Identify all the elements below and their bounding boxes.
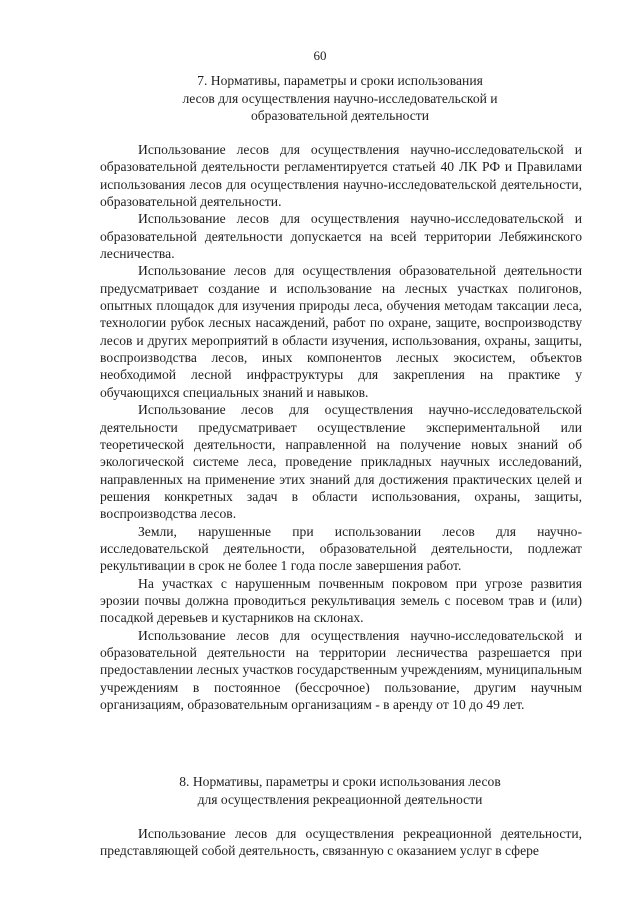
section-8-heading bbox=[100, 773, 580, 808]
heading-line: лесов для осуществления научно-исследовательской и bbox=[182, 90, 498, 106]
section-7-body bbox=[100, 141, 582, 713]
paragraph: Использование лесов для осуществления научно-исследовательской и образовательной деятельности допускается на всей территории Лебяжинского лесничества. bbox=[100, 211, 582, 262]
section-7-heading bbox=[100, 72, 580, 125]
heading-line: 8. Нормативы, параметры и сроки использования лесов bbox=[179, 774, 501, 789]
heading-line: для осуществления рекреационной деятельности bbox=[197, 791, 483, 807]
heading-line: 7. Нормативы, параметры и сроки использования bbox=[197, 73, 483, 88]
paragraph: Использование лесов для осуществления рекреационной деятельности, представляющей собой деятельность, связанную с оказанием услуг в сфере bbox=[100, 826, 582, 859]
paragraph: Использование лесов для осуществления образовательной деятельности предусматривает создание и использование на лесных участках полигонов, опытных площадок для изучения природы леса, обучения методам таксации леса, технологии рубок лесных насаждений, работ по охране, защите, воспроизводству лесов и других мероприятий в области изучения, использования, охраны, защиты, воспроизводства лесов, иных компонентов лесных экосистем, объектов необходимой лесной инфраструктуры для закрепления на практике у обучающихся специальных знаний и навыков. bbox=[100, 263, 582, 400]
paragraph: На участках с нарушенным почвенным покровом при угрозе развития эрозии почвы должна проводиться рекультивация земель с посевом трав и (или) посадкой деревьев и кустарников на склонах. bbox=[100, 575, 582, 626]
paragraph: Использование лесов для осуществления научно-исследовательской и образовательной деятельности на территории лесничества разрешается при предоставлении лесных участков государственным учреждениям, муниципальным учреждениям в постоянное (бессрочное) пользование, другим научным организациям, образовательным организациям - в аренду от 10 до 49 лет. bbox=[100, 627, 582, 712]
heading-line: образовательной деятельности bbox=[250, 108, 430, 124]
section-8-body bbox=[100, 825, 582, 860]
page-number: 60 bbox=[313, 48, 327, 63]
paragraph: Земли, нарушенные при использовании лесов для научно-исследовательской деятельности, образовательной деятельности, подлежат рекультивации в срок не более 1 года после завершения работ. bbox=[100, 523, 582, 574]
paragraph: Использование лесов для осуществления научно-исследовательской и образовательной деятельности регламентируется статьей 40 ЛК РФ и Правилами использования лесов для осуществления научно-исследовательской деятельности, образовательной деятельности. bbox=[100, 142, 582, 210]
paragraph: Использование лесов для осуществления научно-исследовательской деятельности предусматривает осуществление экспериментальной или теоретической деятельности, направленной на получение новых знаний об экологической системе леса, проведение прикладных научных исследований, направленных на применение этих знаний для достижения практических целей и решения конкретных задач в области использования, охраны, защиты, воспроизводства лесов. bbox=[100, 402, 582, 522]
